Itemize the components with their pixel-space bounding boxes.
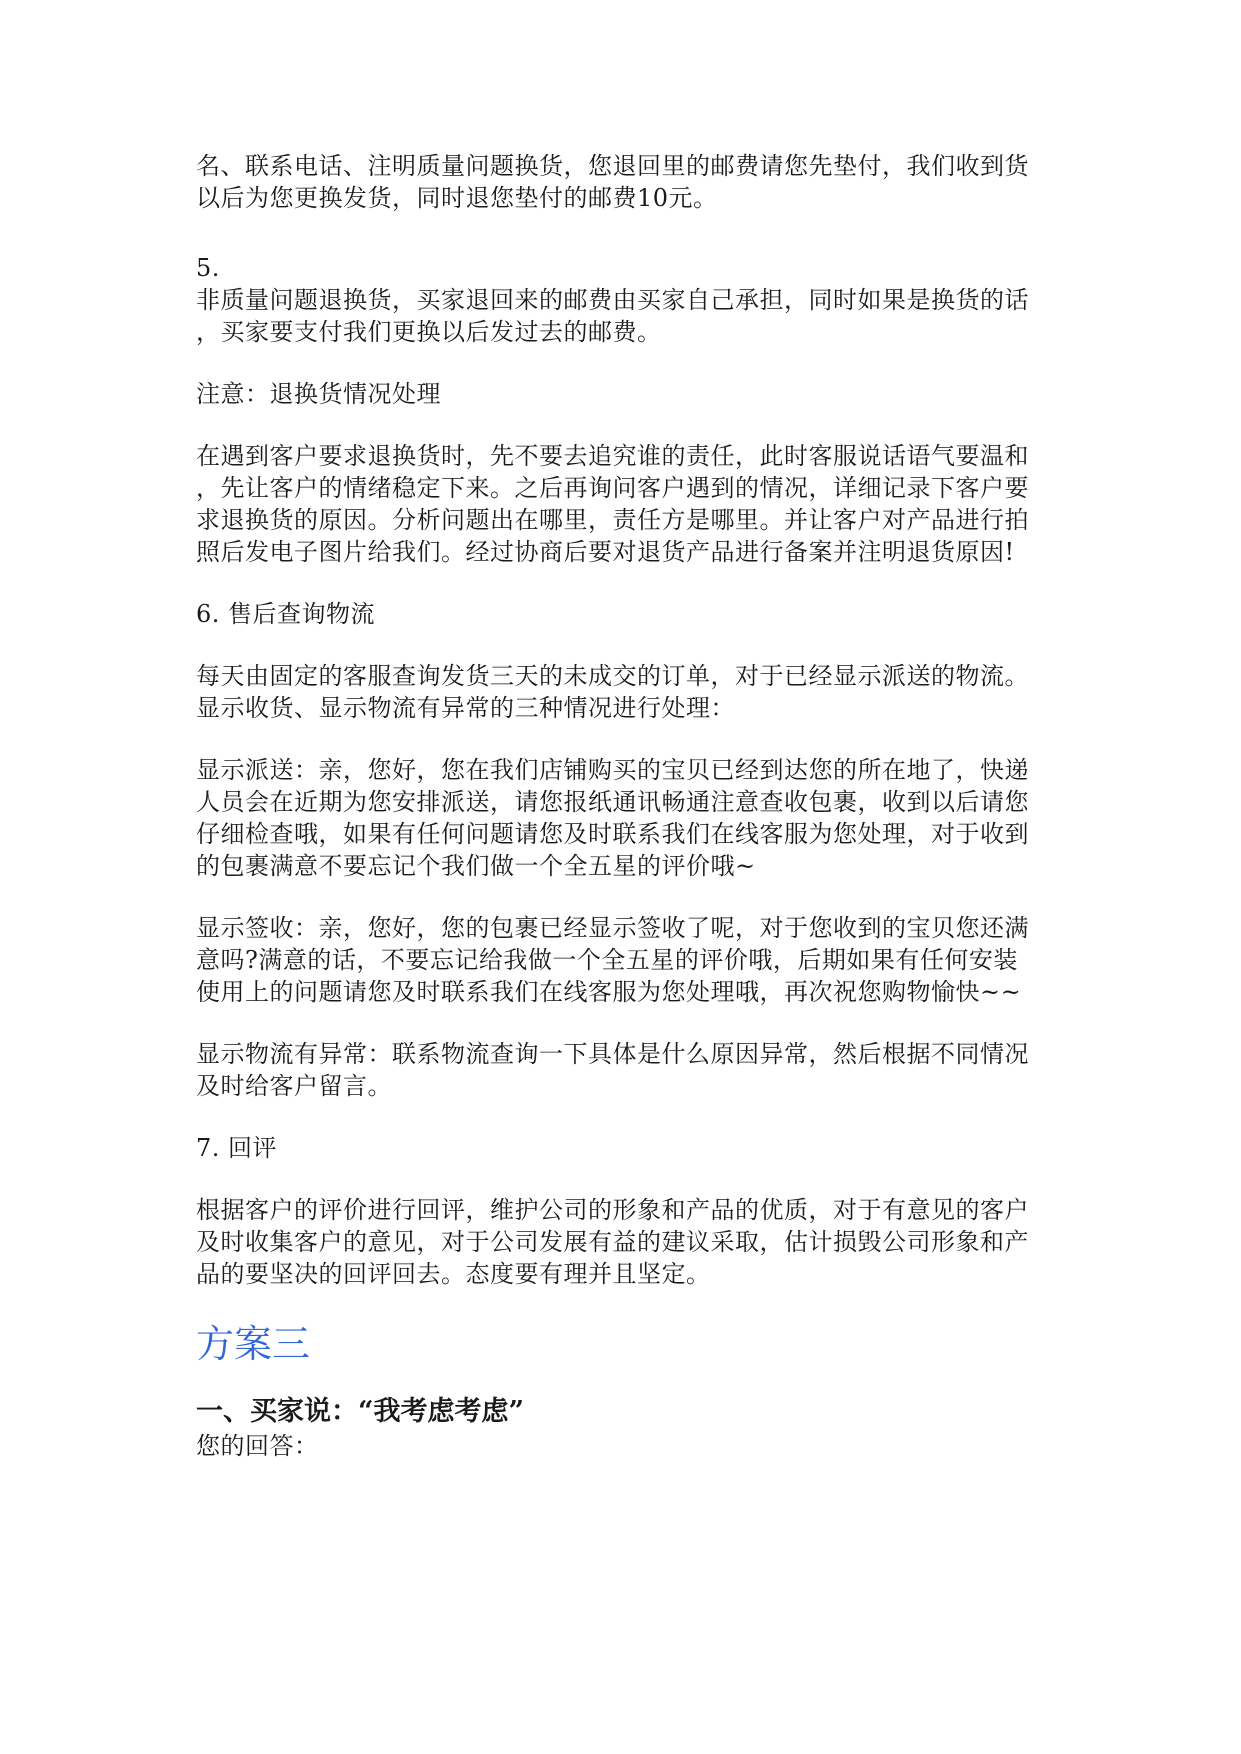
paragraph-line: 求退换货的原因。分析问题出在哪里，责任方是哪里。并让客户对产品进行拍 <box>196 506 1029 534</box>
section-heading: 6. 售后查询物流 <box>196 600 376 628</box>
paragraph-line: 每天由固定的客服查询发货三天的未成交的订单，对于已经显示派送的物流。 <box>196 662 1029 690</box>
paragraph-line: 品的要坚决的回评回去。态度要有理并且坚定。 <box>196 1260 711 1288</box>
document-body <box>196 150 1056 1462</box>
paragraph-line: 仔细检查哦，如果有任何问题请您及时联系我们在线客服为您处理，对于收到 <box>196 820 1029 848</box>
your-answer-label: 您的回答： <box>196 1432 319 1460</box>
paragraph-line: 显示物流有异常：联系物流查询一下具体是什么原因异常，然后根据不同情况 <box>196 1040 1029 1068</box>
paragraph-line: ，先让客户的情绪稳定下来。之后再询问客户遇到的情况，详细记录下客户要 <box>196 474 1029 502</box>
paragraph-line: 人员会在近期为您安排派送，请您报纸通讯畅通注意查收包裹，收到以后请您 <box>196 788 1029 816</box>
paragraph-line: ，买家要支付我们更换以后发过去的邮费。 <box>196 318 662 346</box>
paragraph-line: 以后为您更换发货，同时退您垫付的邮费10元。 <box>196 184 718 212</box>
paragraph-line: 在遇到客户要求退换货时，先不要去追究谁的责任，此时客服说话语气要温和 <box>196 442 1029 470</box>
paragraph-line: 显示签收：亲，您好，您的包裹已经显示签收了呢，对于您收到的宝贝您还满 <box>196 914 1029 942</box>
paragraph-line: 使用上的问题请您及时联系我们在线客服为您处理哦，再次祝您购物愉快~~ <box>196 978 1022 1006</box>
plan-three-heading: 方案三 <box>196 1322 311 1366</box>
paragraph-line: 根据客户的评价进行回评，维护公司的形象和产品的优质，对于有意见的客户 <box>196 1196 1029 1224</box>
paragraph-line: 意吗?满意的话，不要忘记给我做一个全五星的评价哦，后期如果有任何安装 <box>196 946 1018 974</box>
paragraph-line: 及时给客户留言。 <box>196 1072 392 1100</box>
note-heading: 注意：退换货情况处理 <box>196 380 441 408</box>
section-number: 5. <box>196 254 220 282</box>
paragraph-line: 的包裹满意不要忘记个我们做一个全五星的评价哦~ <box>196 852 756 880</box>
buyer-says-heading: 一、买家说：“我考虑考虑” <box>196 1396 525 1427</box>
paragraph-line: 非质量问题退换货，买家退回来的邮费由买家自己承担，同时如果是换货的话 <box>196 286 1029 314</box>
section-heading: 7. 回评 <box>196 1134 278 1162</box>
paragraph-line: 及时收集客户的意见，对于公司发展有益的建议采取，估计损毁公司形象和产 <box>196 1228 1029 1256</box>
paragraph-line: 显示收货、显示物流有异常的三种情况进行处理： <box>196 694 735 722</box>
paragraph-line: 名、联系电话、注明质量问题换货，您退回里的邮费请您先垫付，我们收到货 <box>196 152 1029 180</box>
paragraph-line: 照后发电子图片给我们。经过协商后要对退货产品进行备案并注明退货原因! <box>196 538 1015 566</box>
paragraph-line: 显示派送：亲，您好，您在我们店铺购买的宝贝已经到达您的所在地了，快递 <box>196 756 1029 784</box>
